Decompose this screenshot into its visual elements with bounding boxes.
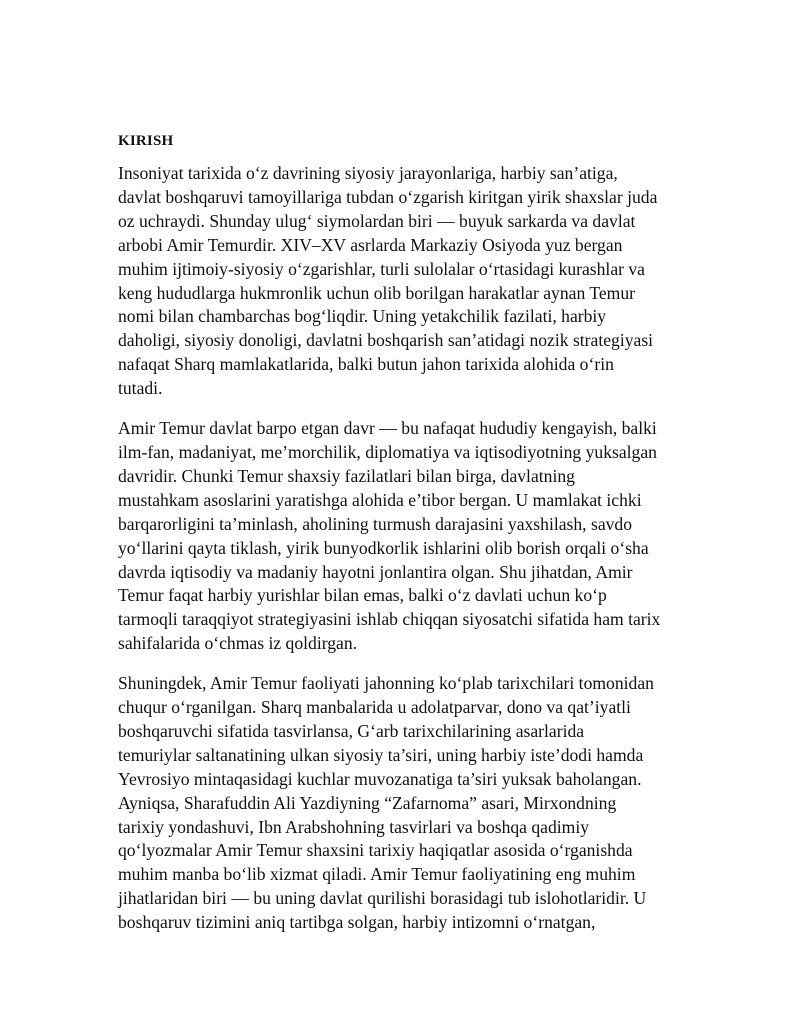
text-line: tarixiy yondashuvi, Ibn Arabshohning tasvirlari va boshqa qadimiy — [118, 816, 590, 837]
text-line: chuqur o‘rganilgan. Sharq manbalarida u adolatparvar, dono va qat’iyatli — [118, 697, 631, 718]
text-line: Shuningdek, Amir Temur faoliyati jahonning ko‘plab tarixchilari tomonidan — [118, 673, 654, 694]
paragraph-1 — [118, 162, 688, 401]
text-line: qo‘lyozmalar Amir Temur shaxsini tarixiy haqiqatlar asosida o‘rganishda — [118, 840, 633, 861]
text-line: sahifalarida o‘chmas iz qoldirgan. — [118, 633, 358, 654]
text-line: davlat boshqaruvi tamoyillariga tubdan o‘zgarish kiritgan yirik shaxslar juda — [118, 186, 658, 207]
text-line: ilm-fan, madaniyat, me’morchilik, diplomatiya va iqtisodiyotning yuksalgan — [118, 441, 657, 462]
section-heading: KIRISH — [118, 133, 174, 149]
text-line: barqarorligini ta’minlash, aholining turmush darajasini yaxshilash, savdo — [118, 513, 633, 534]
paragraph-3 — [118, 672, 688, 935]
text-line: nafaqat Sharq mamlakatlarida, balki butun jahon tarixida alohida o‘rin — [118, 354, 614, 375]
text-line: temuriylar saltanatining ulkan siyosiy ta’siri, uning harbiy iste’dodi hamda — [118, 744, 644, 765]
text-line: mustahkam asoslarini yaratishga alohida e’tibor bergan. U mamlakat ichki — [118, 489, 642, 510]
text-line: boshqaruvchi sifatida tasvirlansa, G‘arb tarixchilarining asarlarida — [118, 720, 585, 741]
text-line: oz uchraydi. Shunday ulug‘ siymolardan biri — buyuk sarkarda va davlat — [118, 210, 636, 231]
text-line: muhim ijtimoiy-siyosiy o‘zgarishlar, turli sulolalar o‘rtasidagi kurashlar va — [118, 258, 645, 279]
text-line: Ayniqsa, Sharafuddin Ali Yazdiyning “Zafarnoma” asari, Mirxondning — [118, 792, 617, 813]
text-line: Temur faqat harbiy yurishlar bilan emas, balki o‘z davlati uchun ko‘p — [118, 585, 607, 606]
text-line: nomi bilan chambarchas bog‘liqdir. Uning yetakchilik fazilati, harbiy — [118, 306, 607, 327]
text-line: arbobi Amir Temurdir. XIV–XV asrlarda Markaziy Osiyoda yuz bergan — [118, 234, 623, 255]
text-line: daholigi, siyosiy donoligi, davlatni boshqarish san’atidagi nozik strategiyasi — [118, 330, 654, 351]
text-line: jihatlaridan biri — bu uning davlat qurilishi borasidagi tub islohotlaridir. U — [118, 888, 647, 909]
text-line: keng hududlarga hukmronlik uchun olib borilgan harakatlar aynan Temur — [118, 282, 635, 303]
text-line: yo‘llarini qayta tiklash, yirik bunyodkorlik ishlarini olib borish orqali o‘sha — [118, 537, 649, 558]
text-line: tutadi. — [118, 378, 163, 399]
paragraph-2 — [118, 417, 688, 656]
text-line: Yevrosiyo mintaqasidagi kuchlar muvozanatiga ta’siri yuksak baholangan. — [118, 768, 642, 789]
text-line: davridir. Chunki Temur shaxsiy fazilatlari bilan birga, davlatning — [118, 465, 575, 486]
document-body — [118, 131, 688, 951]
text-line: muhim manba bo‘lib xizmat qiladi. Amir Temur faoliyatining eng muhim — [118, 864, 636, 885]
text-line: davrda iqtisodiy va madaniy hayotni jonlantira olgan. Shu jihatdan, Amir — [118, 561, 633, 582]
text-line: Amir Temur davlat barpo etgan davr — bu nafaqat hududiy kengayish, balki — [118, 418, 657, 439]
text-line: tarmoqli taraqqiyot strategiyasini ishlab chiqqan siyosatchi sifatida ham tarix — [118, 609, 661, 630]
text-line: boshqaruv tizimini aniq tartibga solgan, harbiy intizomni o‘rnatgan, — [118, 912, 596, 933]
text-line: Insoniyat tarixida o‘z davrining siyosiy jarayonlariga, harbiy san’atiga, — [118, 163, 618, 183]
